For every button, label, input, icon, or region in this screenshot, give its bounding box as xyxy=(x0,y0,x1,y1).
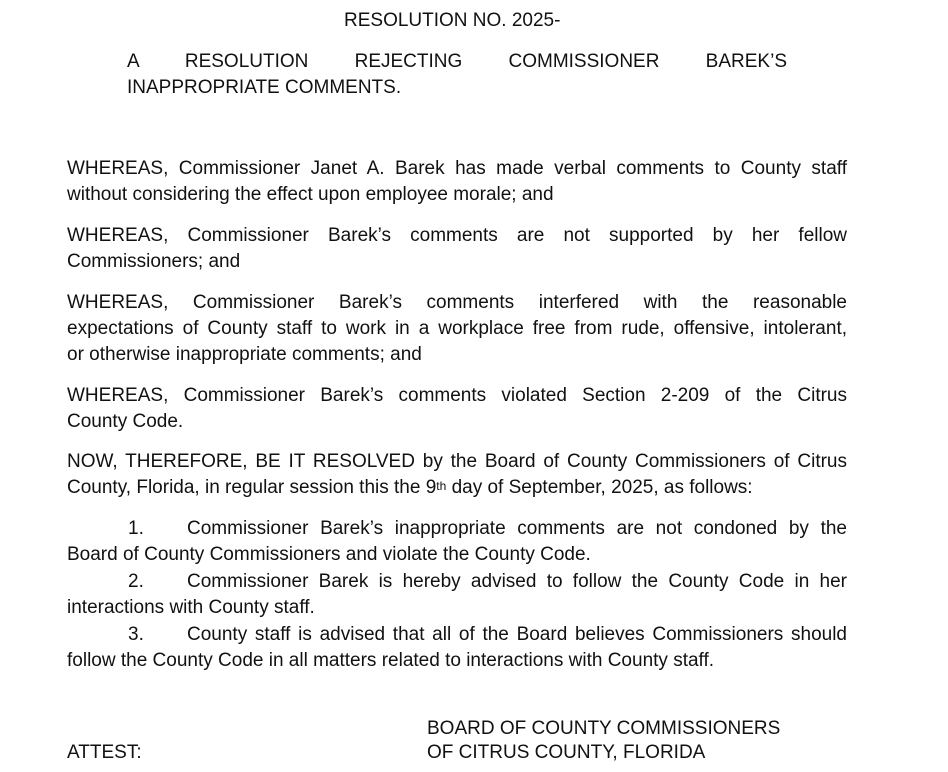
item-1-number: 1. xyxy=(128,518,144,539)
whereas-paragraph-4 xyxy=(67,383,847,435)
resolution-subtitle-line-2: INAPPROPRIATE COMMENTS. xyxy=(127,77,402,98)
item-3-text: County staff is advised that all of the Board believes Commissioners should xyxy=(187,624,847,645)
whereas-paragraph-3 xyxy=(67,290,847,368)
item-2-text: Commissioner Barek is hereby advised to follow the County Code in her xyxy=(187,571,847,592)
whereas-3-line-3: or otherwise inappropriate comments; and xyxy=(67,344,422,365)
item-3-continuation: follow the County Code in all matters related to interactions with County staff. xyxy=(67,650,715,671)
whereas-2-line-2: Commissioners; and xyxy=(67,251,241,272)
item-3-number: 3. xyxy=(128,624,144,645)
resolved-line-1: NOW, THEREFORE, BE IT RESOLVED by the Board of County Commissioners of Citrus xyxy=(67,451,847,472)
item-2-number: 2. xyxy=(128,571,144,592)
resolved-line-2-end: day of September, 2025, as follows: xyxy=(446,477,753,498)
item-2-continuation: interactions with County staff. xyxy=(67,597,315,618)
whereas-3-line-1: WHEREAS, Commissioner Barek’s comments interfered with the reasonable xyxy=(67,292,847,313)
resolved-paragraph xyxy=(67,449,847,501)
whereas-4-line-1: WHEREAS, Commissioner Barek’s comments violated Section 2-209 of the Citrus xyxy=(67,385,847,406)
whereas-paragraph-2 xyxy=(67,223,847,275)
signature-board-line-2: OF CITRUS COUNTY, FLORIDA xyxy=(427,742,706,763)
resolved-line-2-start: County, Florida, in regular session this the 9 xyxy=(67,477,437,498)
item-1-text: Commissioner Barek’s inappropriate comments are not condoned by the xyxy=(187,518,847,539)
attest-label: ATTEST: xyxy=(67,742,142,763)
resolution-title: RESOLUTION NO. 2025- xyxy=(344,10,561,31)
whereas-1-line-1: WHEREAS, Commissioner Janet A. Barek has made verbal comments to County staff xyxy=(67,158,847,179)
ordinal-suffix: th xyxy=(436,479,447,493)
signature-board-line-1: BOARD OF COUNTY COMMISSIONERS xyxy=(427,718,781,739)
item-1-continuation: Board of County Commissioners and violate the County Code. xyxy=(67,544,591,565)
whereas-4-line-2: County Code. xyxy=(67,411,184,432)
resolution-subtitle-line-1: A RESOLUTION REJECTING COMMISSIONER BAREK’S xyxy=(127,51,787,72)
whereas-1-line-2: without considering the effect upon employee morale; and xyxy=(67,184,554,205)
whereas-2-line-1: WHEREAS, Commissioner Barek’s comments are not supported by her fellow xyxy=(67,225,847,246)
whereas-3-line-2: expectations of County staff to work in a workplace free from rude, offensive, intolerant, xyxy=(67,318,847,339)
resolved-line-2 xyxy=(67,475,847,501)
whereas-paragraph-1 xyxy=(67,156,847,208)
